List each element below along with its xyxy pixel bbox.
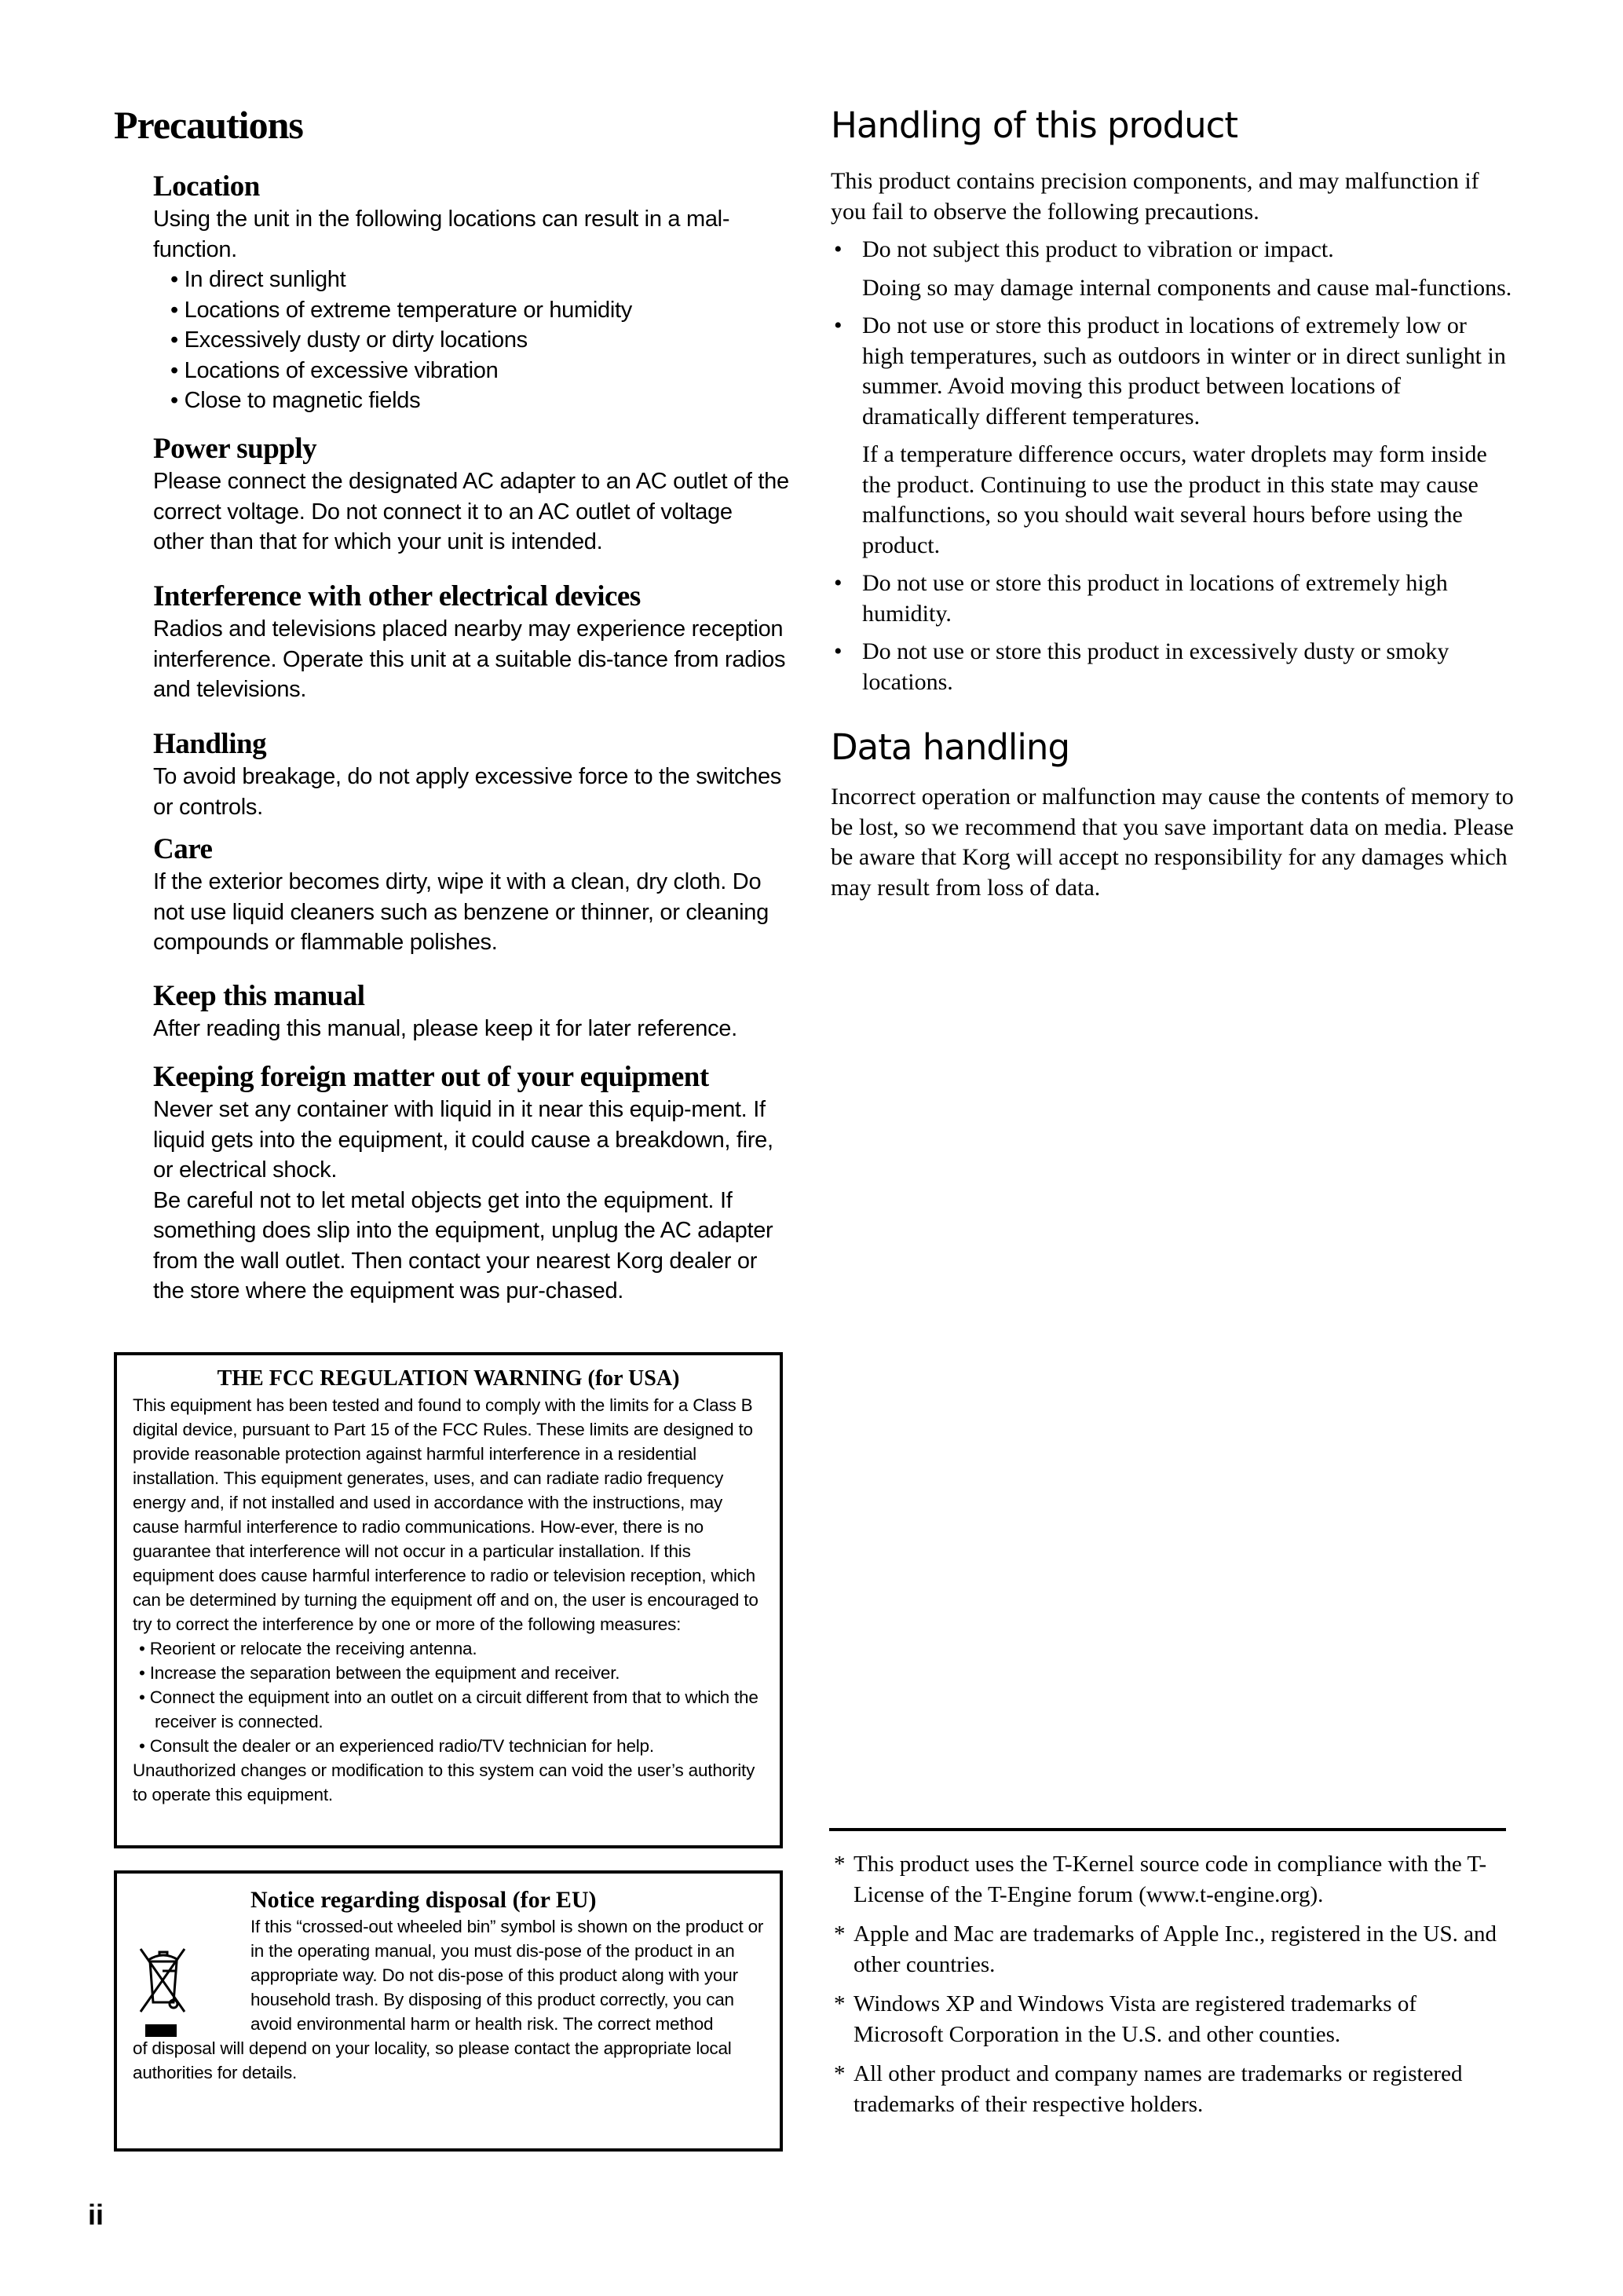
list-item: • Consult the dealer or an experienced radio/TV technician for help.	[139, 1734, 764, 1758]
note-text: Apple and Mac are trademarks of Apple Inc., registered in the US. and other countries.	[854, 1921, 1497, 1977]
asterisk-icon: *	[834, 2061, 846, 2086]
note-text: This product uses the T-Kernel source code in compliance with the T-License of the T-Engine forum (www.t-engine.org).	[854, 1852, 1487, 1907]
page-number: ii	[88, 2199, 104, 2231]
section-care	[153, 832, 789, 958]
fcc-measures-list	[133, 1636, 764, 1758]
list-item: • Excessively dusty or dirty locations	[170, 325, 789, 356]
crossed-out-wheeled-bin-icon	[139, 1947, 186, 2042]
note-item	[831, 1919, 1506, 1980]
data-handling-body: Incorrect operation or malfunction may cause the contents of memory to be lost, so we recommend that you save important data on media. Please be aware that Korg will accept no responsibility for any damages which may result from loss of data.	[831, 784, 1514, 901]
list-item	[831, 569, 1514, 629]
item-text: Do not use or store this product in excessively dusty or smoky locations.	[862, 638, 1449, 695]
footnote-divider	[829, 1828, 1506, 1831]
bullet-icon: •	[834, 313, 843, 338]
note-text: Windows XP and Windows Vista are registered trademarks of Microsoft Corporation in the U.S. and other counties.	[854, 1991, 1416, 2047]
bullet-icon: •	[834, 236, 843, 262]
bullet-icon: •	[834, 570, 843, 596]
eu-title: Notice regarding disposal (for EU)	[250, 1887, 597, 1913]
section-body: If the exterior becomes dirty, wipe it with a clean, dry cloth. Do not use liquid cleaners such as benzene or thinner, or cleaning compounds or flammable polishes.	[153, 869, 769, 955]
item-subtext: If a temperature difference occurs, water droplets may form inside the product. Continuing to use the product in this state may cause malfunctions, so you should wait several hours before using the product.	[862, 441, 1487, 558]
item-subtext: Doing so may damage internal components and cause mal-functions.	[862, 274, 1512, 301]
section-heading: Care	[153, 833, 213, 865]
eu-body-indented: If this “crossed-out wheeled bin” symbol is shown on the product or in the operating manual, you must dis-pose of the product in an appropriate way. Do not dis-pose of this product along with your household trash. By disposing of this product correctly, you can avoid environmental harm or health risk. The correct method	[250, 1917, 764, 2034]
section-keep-manual	[153, 979, 789, 1044]
list-item: • In direct sunlight	[170, 265, 789, 295]
section-heading: Keeping foreign matter out of your equipment	[153, 1061, 709, 1093]
section-heading: Keep this manual	[153, 980, 365, 1012]
section-location	[153, 170, 789, 416]
fcc-title: THE FCC REGULATION WARNING (for USA)	[217, 1366, 680, 1391]
asterisk-icon: *	[834, 1921, 846, 1947]
section-foreign-matter	[153, 1060, 789, 1307]
list-item	[831, 311, 1514, 561]
section-body: Using the unit in the following locations can result in a mal-function.	[153, 207, 730, 262]
item-text: Do not use or store this product in locations of extremely low or high temperatures, such as outdoors in winter or in direct sunlight in summer. Avoid moving this product between locations of dramatically different temperatures.	[862, 313, 1506, 430]
list-item: • Locations of excessive vibration	[170, 356, 789, 386]
section-body: To avoid breakage, do not apply excessive force to the switches or controls.	[153, 764, 782, 820]
list-item	[831, 637, 1514, 697]
list-item: • Locations of extreme temperature or humidity	[170, 295, 789, 326]
list-item: • Reorient or relocate the receiving antenna.	[139, 1636, 764, 1661]
page-title: Precautions	[114, 103, 303, 147]
list-item: • Connect the equipment into an outlet on a circuit different from that to which the receiver is connected.	[139, 1685, 764, 1734]
location-list	[153, 265, 789, 416]
section-heading: Power supply	[153, 433, 317, 465]
section-body: Please connect the designated AC adapter to an AC outlet of the correct voltage. Do not connect it to an AC outlet of voltage other than that for which your unit is intended.	[153, 469, 789, 554]
item-text: Do not subject this product to vibration or impact.	[862, 236, 1334, 262]
note-text: All other product and company names are trademarks or registered trademarks of their respective holders.	[854, 2061, 1463, 2117]
fcc-footer: Unauthorized changes or modification to this system can void the user’s authority to operate this equipment.	[133, 1760, 755, 1804]
handling-column	[831, 102, 1514, 903]
section-body: Radios and televisions placed nearby may experience reception interference. Operate this unit at a suitable dis-tance from radios and televisions.	[153, 616, 786, 702]
handling-list	[831, 235, 1514, 697]
asterisk-icon: *	[834, 1991, 846, 2016]
section-heading: Location	[153, 170, 260, 203]
eu-disposal-box	[114, 1870, 783, 2152]
list-item: • Close to magnetic fields	[170, 386, 789, 416]
fcc-body: This equipment has been tested and found to comply with the limits for a Class B digital device, pursuant to Part 15 of the FCC Rules. These limits are designed to provide reasonable protection against harmful interference in a residential installation. This equipment generates, uses, and can radiate radio frequency energy and, if not installed and used in accordance with the instructions, may cause harmful interference to radio communications. How-ever, there is no guarantee that interference will not occur in a particular installation. If this equipment does cause harmful interference to radio or television reception, which can be determined by turning the equipment off and on, the user is encouraged to try to correct the interference by one or more of the following measures:	[133, 1395, 758, 1634]
data-handling-title: Data handling	[831, 726, 1070, 768]
section-body: After reading this manual, please keep it for later reference.	[153, 1016, 737, 1041]
section-body-2: Be careful not to let metal objects get into the equipment. If something does slip into the equipment, unplug the AC adapter from the wall outlet. Then contact your nearest Korg dealer or the store where the equipment was pur-chased.	[153, 1187, 773, 1303]
eu-body-full: of disposal will depend on your locality, so please contact the appropriate local authorities for details.	[133, 2038, 732, 2082]
trademark-notes	[831, 1849, 1506, 2119]
note-item	[831, 1989, 1506, 2049]
list-item: • Increase the separation between the equipment and receiver.	[139, 1661, 764, 1685]
asterisk-icon: *	[834, 1852, 846, 1877]
list-item	[831, 235, 1514, 303]
handling-intro: This product contains precision components, and may malfunction if you fail to observe the following precautions.	[831, 168, 1479, 225]
section-body: Never set any container with liquid in it near this equip-ment. If liquid gets into the equipment, it could cause a breakdown, fire, or electrical shock.	[153, 1097, 773, 1183]
section-power-supply	[153, 432, 789, 558]
item-text: Do not use or store this product in locations of extremely high humidity.	[862, 570, 1448, 627]
fcc-warning-box	[114, 1352, 783, 1848]
note-item	[831, 2059, 1506, 2119]
note-item	[831, 1849, 1506, 1910]
section-heading: Handling	[153, 728, 267, 760]
handling-title: Handling of this product	[831, 104, 1238, 146]
bullet-icon: •	[834, 638, 843, 664]
section-heading: Interference with other electrical devices	[153, 580, 641, 612]
section-handling	[153, 727, 789, 822]
section-interference	[153, 579, 789, 705]
